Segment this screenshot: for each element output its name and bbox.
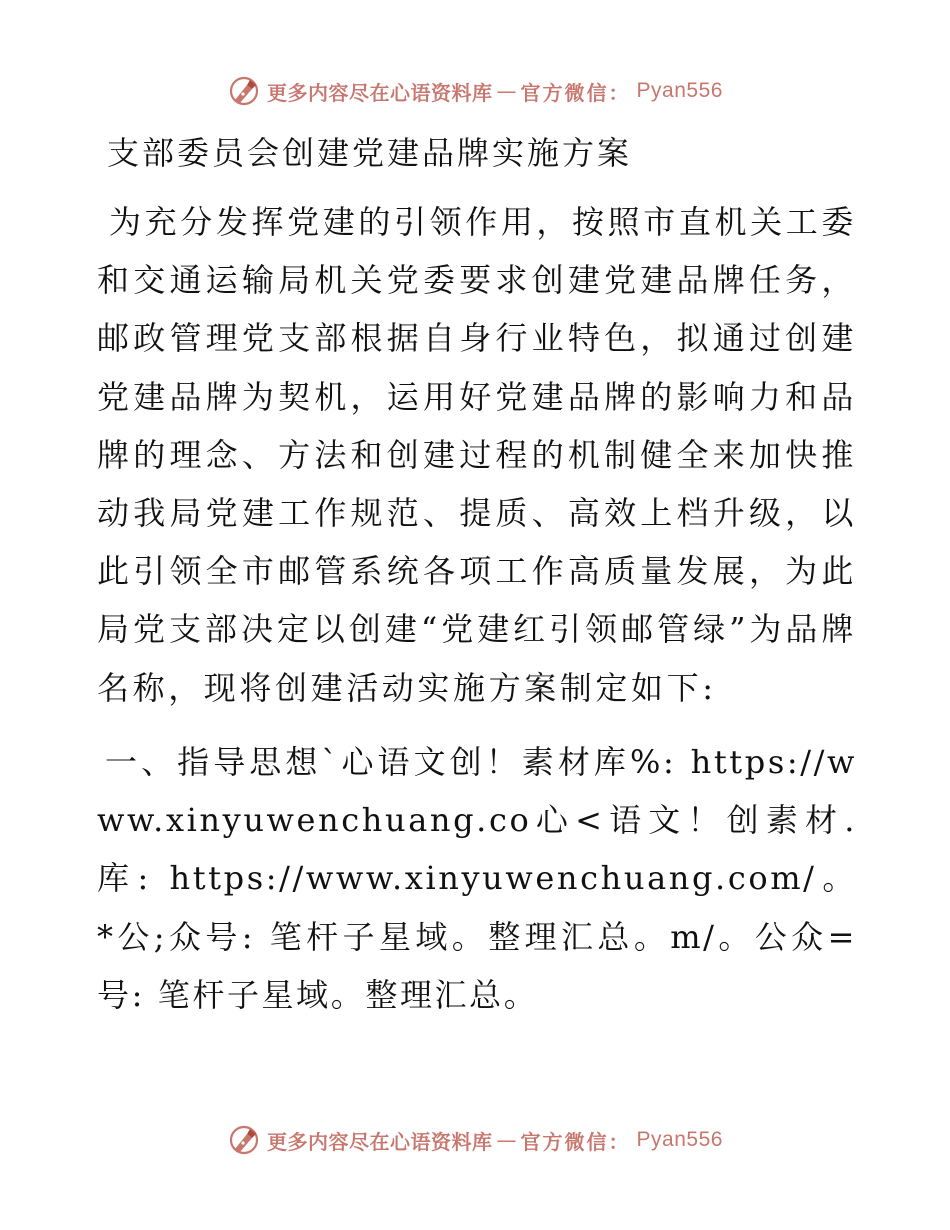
watermark-header [0,71,950,111]
watermark-wechat-id: Pyan556 [636,1128,723,1151]
document-title: 支部委员会创建党建品牌实施方案 [107,134,633,172]
watermark-wechat-id: Pyan556 [636,79,723,102]
watermark-site-text: 更多内容尽在心语资料库 [267,80,493,105]
watermark-dash: — [496,79,517,103]
document-paragraph-intro: 为充分发挥党建的引领作用，按照市直机关工委和交通运输局机关党委要求创建党建品牌任务，邮政管理党支部根据自身行业特色，拟通过创建党建品牌为契机，运用好党建品牌的影响力和品牌的理念、方法和创建过程的机制健全来加快推动我局党建工作规范、提质、高效上档升级，以此引领全市邮管系统各项工作高质量发展，为此局党支部决定以创建“党建红引领邮管绿”为品牌名称，现将创建活动实施方案制定如下: [97,203,857,707]
watermark-dash: — [496,1128,517,1152]
watermark-footer [0,1120,950,1160]
pen-nib-logo-icon [227,74,261,108]
watermark-official-label: 官方微信： [520,1129,631,1154]
document-paragraph-guiding-ideology: 一、指导思想`心语文创！素材库%: https://www.xinyuwenchuang.co心<语文！创素材.库: https://www.xinyuwenchuang.com/。*公;众号: 笔杆子星域。整理汇总。m/。公众=号: 笔杆子星域。整理汇总。 [97,743,857,1014]
pen-nib-logo-icon [227,1123,261,1157]
watermark-site-text: 更多内容尽在心语资料库 [267,1129,493,1154]
watermark-official-label: 官方微信： [520,80,631,105]
